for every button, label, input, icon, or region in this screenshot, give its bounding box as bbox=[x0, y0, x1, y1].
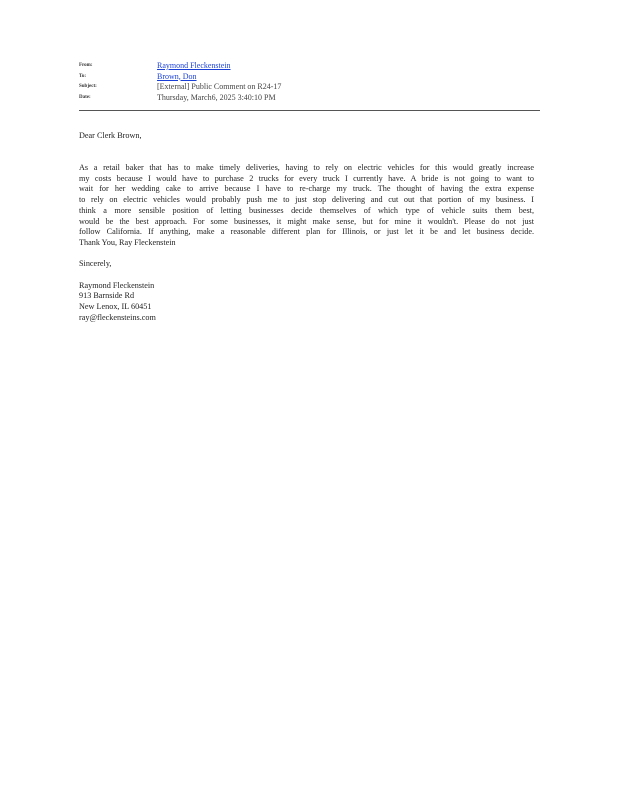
subject-row bbox=[79, 82, 540, 93]
from-label: From: bbox=[79, 63, 93, 68]
signature-email: ray@fleckensteins.com bbox=[79, 312, 156, 322]
from-row bbox=[79, 61, 540, 72]
date-label: Date: bbox=[79, 94, 91, 100]
date-row bbox=[79, 93, 540, 104]
paragraph-line: wait for her wedding cake to arrive because I have to re-charge my truck. The thought of having the extra expense bbox=[79, 184, 534, 194]
date-value: Thursday, March6, 2025 3:40:10 PM bbox=[157, 92, 276, 102]
signature-name: Raymond Fleckenstein bbox=[79, 280, 155, 290]
to-label: To: bbox=[79, 73, 87, 79]
letter-closing: Sincerely, bbox=[79, 259, 112, 269]
subject-label: Subject: bbox=[79, 84, 97, 89]
letter-paragraph bbox=[79, 163, 540, 249]
signature-street: 913 Barnside Rd bbox=[79, 291, 135, 301]
signature-block bbox=[79, 281, 540, 324]
paragraph-line: think a more sensible position of letting businesses decide themselves of which type of vehicle suits them best, bbox=[79, 205, 534, 215]
letter-greeting: Dear Clerk Brown, bbox=[79, 131, 142, 140]
signature-city: New Lenox, IL 60451 bbox=[79, 302, 152, 312]
paragraph-line: Thank You, Ray Fleckenstein bbox=[79, 238, 176, 247]
to-link[interactable]: Brown, Don bbox=[157, 71, 197, 81]
paragraph-line: follow California. If anything, make a reasonable different plan for Illinois, or just let it be and let business decide. bbox=[79, 227, 534, 237]
email-header bbox=[79, 61, 540, 103]
header-divider bbox=[79, 110, 540, 111]
spacer bbox=[79, 152, 540, 163]
paragraph-line: As a retail baker that has to make timely deliveries, having to rely on electric vehicles for this would greatly increase bbox=[79, 163, 534, 173]
subject-value: [External] Public Comment on R24-17 bbox=[157, 82, 282, 91]
paragraph-line: would be the best approach. For some businesses, it might make sense, but for mine it wouldn't. Please do not just bbox=[79, 216, 534, 226]
paragraph-line: my costs because I would have to purchase 2 trucks for every truck I currently have. A bride is not going to want to bbox=[79, 173, 534, 183]
from-link[interactable]: Raymond Fleckenstein bbox=[157, 61, 231, 70]
to-row bbox=[79, 72, 540, 83]
spacer bbox=[79, 270, 540, 281]
letter-body bbox=[79, 131, 540, 324]
paragraph-line: to rely on electric vehicles would probably push me to just stop delivering and cut out that portion of my business. I bbox=[79, 195, 534, 205]
spacer bbox=[79, 249, 540, 260]
